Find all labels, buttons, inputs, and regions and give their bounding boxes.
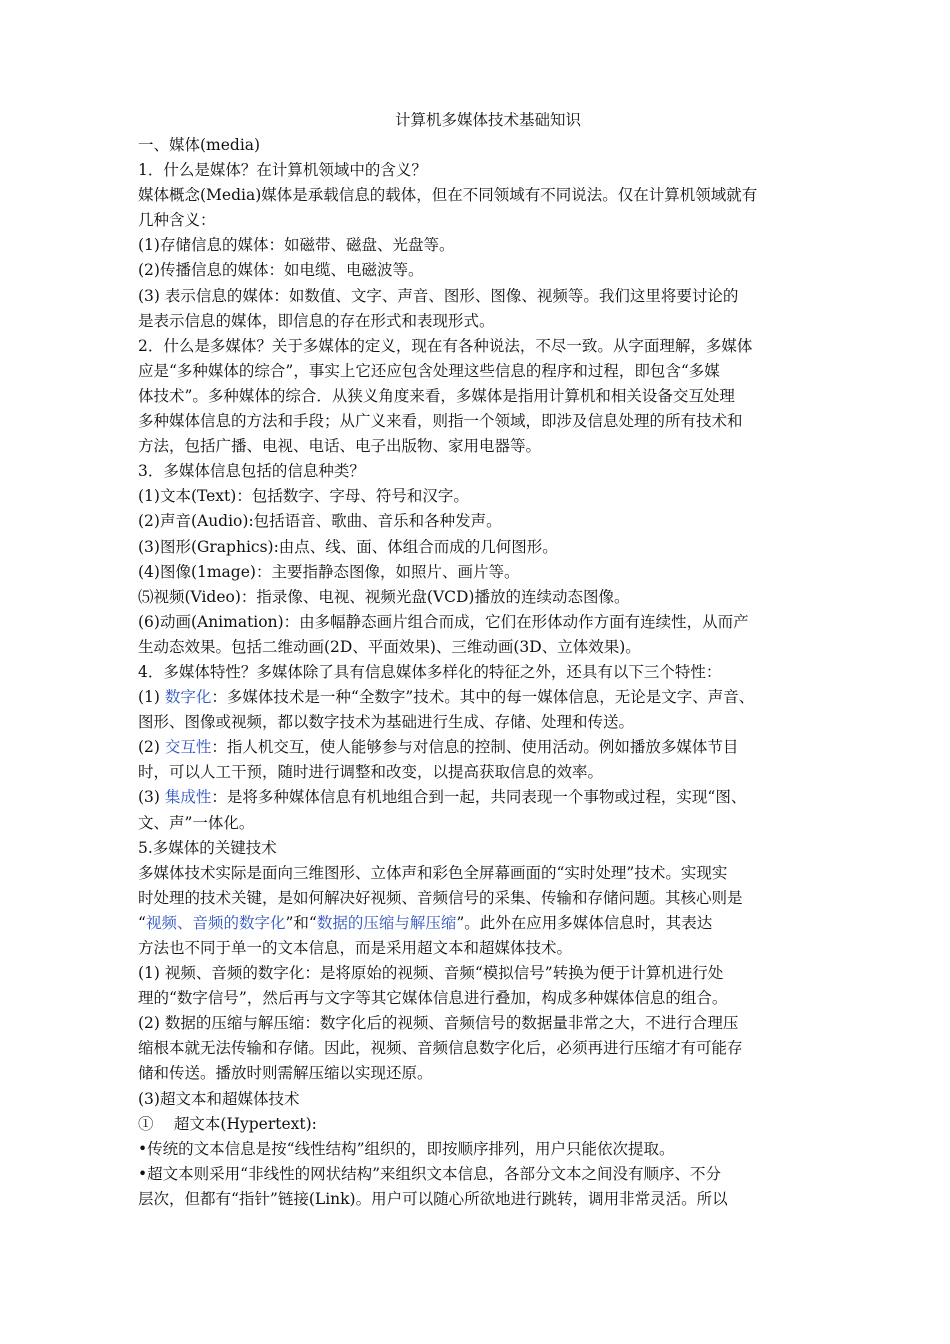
text-line bbox=[138, 133, 828, 158]
text-segment: ”和“ bbox=[285, 913, 317, 932]
text-line bbox=[138, 208, 828, 233]
text-segment: ：多媒体技术是一种“全数字”技术。其中的每一媒体信息，无论是文字、声音、 bbox=[211, 688, 755, 707]
highlighted-term: 数据的压缩与解压缩 bbox=[316, 913, 457, 932]
text-segment: (3) bbox=[138, 788, 165, 807]
text-segment: (1)文本(Text)：包括数字、字母、符号和汉字。 bbox=[138, 487, 469, 506]
text-line bbox=[138, 309, 828, 334]
text-segment: (4)图像(1mage)：主要指静态图像，如照片、画片等。 bbox=[138, 562, 520, 581]
text-segment: 2．什么是多媒体？关于多媒体的定义，现在有各种说法，不尽一致。从字面理解，多媒体 bbox=[138, 336, 753, 355]
text-line bbox=[138, 735, 828, 760]
text-segment: (1) 视频、音频的数字化：是将原始的视频、音频“模拟信号”转换为便于计算机进行处 bbox=[138, 964, 724, 983]
text-line bbox=[138, 710, 828, 735]
text-line bbox=[138, 1162, 828, 1187]
text-line bbox=[138, 359, 828, 384]
text-segment: ：是将多种媒体信息有机地组合到一起，共同表现一个事物或过程，实现“图、 bbox=[211, 788, 747, 807]
text-segment: 生动态效果。包括二维动画(2D、平面效果)、三维动画(3D、立体效果)。 bbox=[138, 637, 641, 656]
text-segment: 多媒体技术实际是面向三维图形、立体声和彩色全屏幕画面的“实时处理”技术。实现实 bbox=[138, 863, 728, 882]
text-line bbox=[138, 258, 828, 283]
text-segment: 1．什么是媒体？在计算机领域中的含义？ bbox=[138, 161, 427, 180]
document-page bbox=[138, 108, 828, 1212]
text-segment: 时，可以人工干预，随时进行调整和改变，以提高获取信息的效率。 bbox=[138, 763, 604, 782]
text-line bbox=[138, 334, 828, 359]
text-segment: 缩根本就无法传输和存储。因此，视频、音频信息数字化后，必须再进行压缩才有可能存 bbox=[138, 1039, 743, 1058]
text-line bbox=[138, 1061, 828, 1086]
text-segment: (3) 表示信息的媒体：如数值、文字、声音、图形、图像、视频等。我们这里将要讨论的 bbox=[138, 286, 739, 305]
text-line bbox=[138, 961, 828, 986]
text-line bbox=[138, 560, 828, 585]
highlighted-term: 视频、音频的数字化 bbox=[145, 913, 286, 932]
text-segment: 一、媒体(media) bbox=[138, 136, 261, 154]
highlighted-term: 数字化 bbox=[164, 688, 212, 707]
text-line bbox=[138, 409, 828, 434]
text-segment: ”。此外在应用多媒体信息时，其表达 bbox=[456, 913, 713, 932]
text-segment: “ bbox=[138, 913, 146, 932]
text-line bbox=[138, 1112, 828, 1137]
text-segment: (1) bbox=[138, 688, 165, 707]
text-line bbox=[138, 1187, 828, 1212]
text-segment: (1)存储信息的媒体：如磁带、磁盘、光盘等。 bbox=[138, 236, 455, 255]
highlighted-term: 集成性 bbox=[164, 788, 212, 807]
text-segment: (2) bbox=[138, 738, 165, 757]
text-segment: 储和传送。播放时则需解压缩以实现还原。 bbox=[138, 1064, 433, 1083]
text-segment: ⑸视频(Video)：指录像、电视、视频光盘(VCD)播放的连续动态图像。 bbox=[138, 587, 630, 606]
text-segment: 理的“数字信号”，然后再与文字等其它媒体信息进行叠加，构成多种媒体信息的组合。 bbox=[138, 989, 728, 1008]
text-line bbox=[138, 861, 828, 886]
text-segment: (2)传播信息的媒体：如电缆、电磁波等。 bbox=[138, 261, 424, 280]
text-line bbox=[138, 785, 828, 810]
text-segment: 媒体概念(Media)媒体是承载信息的载体，但在不同领域有不同说法。仅在计算机领域就有 bbox=[138, 186, 758, 205]
text-line bbox=[138, 585, 828, 610]
text-segment: 体技术”。多种媒体的综合．从狭义角度来看，多媒体是指用计算机和相关设备交互处理 bbox=[138, 386, 735, 405]
text-segment: 应是“多种媒体的综合”，事实上它还应包含处理这些信息的程序和过程，即包含“多媒 bbox=[138, 361, 720, 380]
text-segment: (3)超文本和超媒体技术 bbox=[138, 1089, 300, 1108]
text-line bbox=[138, 1087, 828, 1112]
text-line bbox=[138, 1137, 828, 1162]
text-line bbox=[138, 836, 828, 861]
text-line bbox=[138, 284, 828, 309]
highlighted-term: 交互性 bbox=[164, 738, 212, 757]
text-line bbox=[138, 936, 828, 961]
text-segment: 层次，但都有“指针”链接(Link)。用户可以随心所欲地进行跳转，调用非常灵活。所以 bbox=[138, 1189, 728, 1208]
text-line bbox=[138, 610, 828, 635]
text-line bbox=[138, 509, 828, 534]
text-line bbox=[138, 434, 828, 459]
text-line bbox=[138, 911, 828, 936]
text-segment: 文、声”一体化。 bbox=[138, 813, 255, 832]
text-line bbox=[138, 986, 828, 1011]
text-segment: 图形、图像或视频，都以数字技术为基础进行生成、存储、处理和传送。 bbox=[138, 713, 635, 732]
text-segment: ① 超文本(Hypertext): bbox=[138, 1114, 317, 1133]
text-segment: ：指人机交互，使人能够参与对信息的控制、使用活动。例如播放多媒体节目 bbox=[211, 738, 739, 757]
text-segment: 方法，包括广播、电视、电话、电子出版物、家用电器等。 bbox=[138, 437, 542, 456]
text-line bbox=[138, 384, 828, 409]
text-segment: 3．多媒体信息包括的信息种类？ bbox=[138, 462, 365, 481]
text-line bbox=[138, 233, 828, 258]
text-segment: (2) 数据的压缩与解压缩：数字化后的视频、音频信号的数据量非常之大，不进行合理压 bbox=[138, 1014, 739, 1033]
text-line bbox=[138, 635, 828, 660]
text-segment: 5.多媒体的关键技术 bbox=[138, 838, 277, 857]
text-line bbox=[138, 535, 828, 560]
text-line bbox=[138, 1011, 828, 1036]
text-line bbox=[138, 1036, 828, 1061]
text-segment: •超文本则采用“非线性的网状结构”来组织文本信息，各部分文本之间没有顺序、不分 bbox=[138, 1164, 721, 1183]
text-line bbox=[138, 660, 828, 685]
text-segment: (3)图形(Graphics):由点、线、面、体组合而成的几何图形。 bbox=[138, 537, 558, 556]
text-segment: 时处理的技术关键，是如何解决好视频、音频信号的采集、传输和存储问题。其核心则是 bbox=[138, 888, 743, 907]
text-line bbox=[138, 158, 828, 183]
text-segment: (6)动画(Animation)：由多幅静态画片组合而成，它们在形体动作方面有连续性，从而产 bbox=[138, 612, 749, 631]
text-segment: 几种含义： bbox=[138, 211, 216, 230]
text-line bbox=[138, 685, 828, 710]
text-segment: 方法也不同于单一的文本信息，而是采用超文本和超媒体技术。 bbox=[138, 939, 573, 957]
text-segment: (2)声音(Audio):包括语音、歌曲、音乐和各种发声。 bbox=[138, 512, 502, 531]
text-segment: •传统的文本信息是按“线性结构”组织的，即按顺序排列，用户只能依次提取。 bbox=[138, 1139, 675, 1158]
text-segment: 4．多媒体特性？多媒体除了具有信息媒体多样化的特征之外，还具有以下三个特性： bbox=[138, 662, 722, 681]
text-line bbox=[138, 760, 828, 785]
text-line bbox=[138, 886, 828, 911]
text-line bbox=[138, 811, 828, 836]
text-line bbox=[138, 459, 828, 484]
document-title: 计算机多媒体技术基础知识 bbox=[394, 111, 581, 129]
text-line bbox=[138, 484, 828, 509]
document-body bbox=[138, 133, 828, 1212]
text-segment: 多种媒体信息的方法和手段；从广义来看，则指一个领域，即涉及信息处理的所有技术和 bbox=[138, 412, 743, 431]
text-line bbox=[138, 183, 828, 208]
text-segment: 是表示信息的媒体，即信息的存在形式和表现形式。 bbox=[138, 311, 495, 330]
